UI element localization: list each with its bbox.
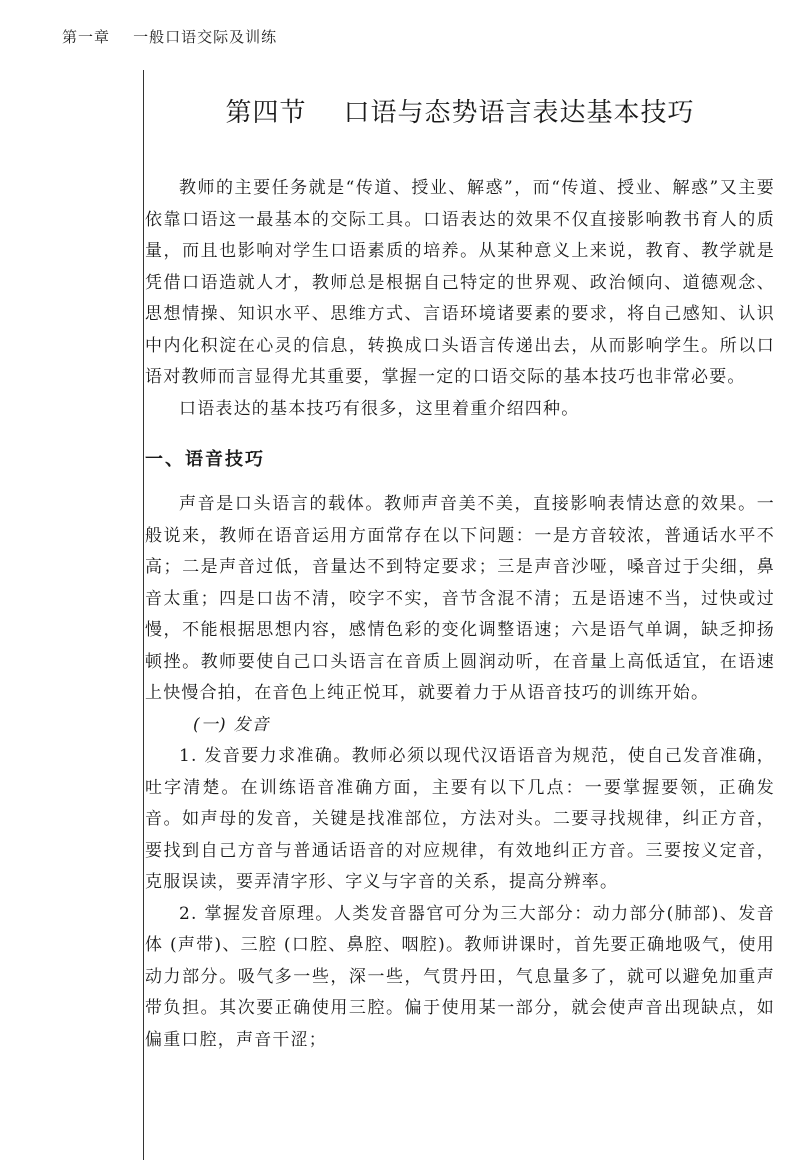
heading-voice-skills: 一、语音技巧 xyxy=(145,449,265,470)
section-title: 第四节 口语与态势语言表达基本技巧 xyxy=(225,98,695,128)
page-content xyxy=(145,92,775,1056)
pronunciation-item-2: 2. 掌握发音原理。人类发音器官可分为三大部分：动力部分(肺部)、发音体 (声带)、三腔 (口腔、鼻腔、咽腔)。教师讲课时，首先要正确地吸气，使用动力部分。吸气多一些，深一些，气贯丹田，气息量多了，就可以避免加重声带负担。其次要正确使用三腔。偏于使用某一部分，就会使声音出现缺点，如偏重口腔，声音干涩； xyxy=(145,903,775,1050)
subheading-pronunciation: (一) 发音 xyxy=(193,714,270,735)
intro-paragraph-1: 教师的主要任务就是“传道、授业、解惑”，而“传道、授业、解惑”又主要依靠口语这一最基本的交际工具。口语表达的效果不仅直接影响教书育人的质量，而且也影响对学生口语素质的培养。从某种意义上来说，教育、教学就是凭借口语造就人才，教师总是根据自己特定的世界观、政治倾向、道德观念、思想情操、知识水平、思维方式、言语环境诸要素的要求，将自己感知、认识中内化积淀在心灵的信息，转换成口头语言传递出去，从而影响学生。所以口语对教师而言显得尤其重要，掌握一定的口语交际的基本技巧也非常必要。 xyxy=(145,178,775,387)
pronunciation-item-1: 1. 发音要力求准确。教师必须以现代汉语语音为规范，使自己发音准确，吐字清楚。在训练语音准确方面，主要有以下几点：一要掌握要领，正确发音。如声母的发音，关键是找准部位，方法对头。二要寻找规律，纠正方音，要找到自己方音与普通话语音的对应规律，有效地纠正方音。三要按义定音，克服误读，要弄清字形、字义与字音的关系，提高分辨率。 xyxy=(145,746,775,892)
intro-paragraph-2: 口语表达的基本技巧有很多，这里着重介绍四种。 xyxy=(179,398,580,419)
margin-rule xyxy=(143,70,144,1160)
voice-paragraph: 声音是口头语言的载体。教师声音美不美，直接影响表情达意的效果。一般说来，教师在语音运用方面常存在以下问题：一是方音较浓，普通话水平不高；二是声音过低，音量达不到特定要求；三是声音沙哑，嗓音过于尖细，鼻音太重；四是口齿不清，咬字不实，音节含混不清；五是语速不当，过快或过慢，不能根据思想内容，感情色彩的变化调整语速；六是语气单调，缺乏抑扬顿挫。教师要使自己口头语言在音质上圆润动听，在音量上高低适宜，在语速上快慢合拍，在音色上纯正悦耳，就要着力于从语音技巧的训练开始。 xyxy=(145,494,775,703)
running-header: 第一章 一般口语交际及训练 xyxy=(62,28,278,46)
